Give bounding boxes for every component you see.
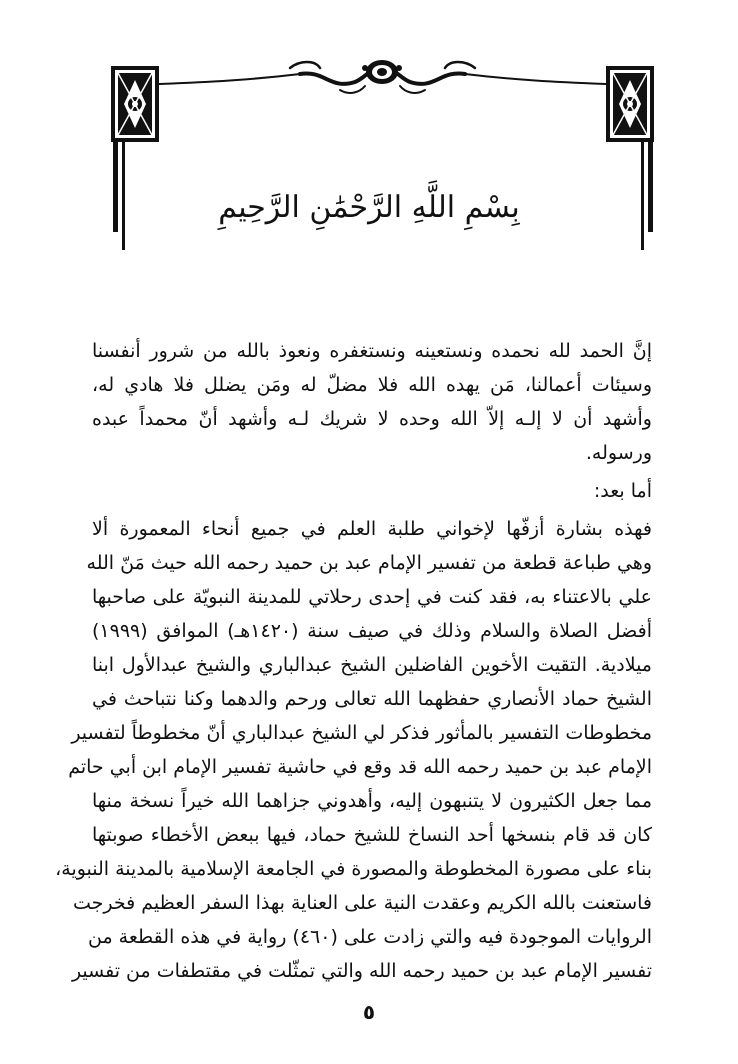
paragraph-2-line: ميلادية. التقيت الأخوين الفاضلين الشيخ عبدالباري والشيخ عبدالأول ابنا <box>92 654 652 676</box>
paragraph-2-line: الإمام عبد بن حميد رحمه الله قد وقع في حاشية تفسير الإمام ابن أبي حاتم <box>68 756 652 778</box>
paragraph-2-line: علي بالاعتناء به، فقد كنت في إحدى رحلاتي للمدينة النبويّة على صاحبها <box>92 586 652 608</box>
paragraph-1-line: وأشهد أن لا إلـه إلاّ الله وحده لا شريك لـه وأشهد أنّ محمداً عبده <box>92 408 652 430</box>
paragraph-1-line: وسيئات أعمالنا، مَن يهده الله فلا مضلّ له ومَن يضلل فلا هادي له، <box>92 374 652 396</box>
paragraph-2-line: تفسير الإمام عبد بن حميد رحمه الله والتي تمثّلت في مقتطفات من تفسير <box>71 960 652 982</box>
paragraph-1-line: ورسوله. <box>585 442 652 464</box>
basmala: بِسْمِ اللَّهِ الرَّحْمَٰنِ الرَّحِيمِ <box>218 190 520 225</box>
paragraph-1-line: إنَّ الحمد لله نحمده ونستعينه ونستغفره ونعوذ بالله من شرور أنفسنا <box>92 340 652 362</box>
paragraph-2-line: كان قد قام بنسخها أحد النساخ للشيخ حماد، فيها ببعض الأخطاء صوبتها <box>92 824 652 846</box>
section-heading: أما بعد: <box>593 480 652 502</box>
left-ornament-tile <box>111 66 159 142</box>
page-number: ٥ <box>362 1000 376 1024</box>
paragraph-2-line: مخطوطات التفسير بالمأثور فذكر لي الشيخ عبدالباري أنّ مخطوطاً لتفسير <box>71 722 652 744</box>
center-medallion <box>362 60 402 84</box>
paragraph-2-line: وهي طباعة قطعة من تفسير الإمام عبد بن حميد رحمه الله حيث مَنّ الله <box>86 552 652 574</box>
paragraph-2-line: الروايات الموجودة فيه والتي زادت على (٤٦٠) رواية في هذه القطعة من <box>87 926 652 948</box>
page-body <box>55 334 652 988</box>
paragraph-2-line: الشيخ حماد الأنصاري حفظهما الله تعالى ورحم والدهما وكنا نتباحث في <box>92 688 652 710</box>
paragraph-2-line: مما جعل الكثيرون لا يتنبهون إليه، وأهدوني جزاهما الله خيراً نسخة منها <box>92 790 652 812</box>
paragraph-2-line: بناء على مصورة المخطوطة والمصورة في الجامعة الإسلامية بالمدينة النبوية، <box>55 858 652 880</box>
right-ornament-tile <box>606 66 654 142</box>
paragraph-2-line: فهذه بشارة أزفّها لإخواني طلبة العلم في جميع أنحاء المعمورة ألا <box>92 518 652 540</box>
paragraph-2-line: فاستعنت بالله الكريم وعقدت النية على العناية بهذا السفر العظيم فخرجت <box>72 892 652 914</box>
paragraph-2-line: أفضل الصلاة والسلام وذلك في صيف سنة (١٤٢٠هـ) الموافق (١٩٩٩) <box>92 620 652 642</box>
